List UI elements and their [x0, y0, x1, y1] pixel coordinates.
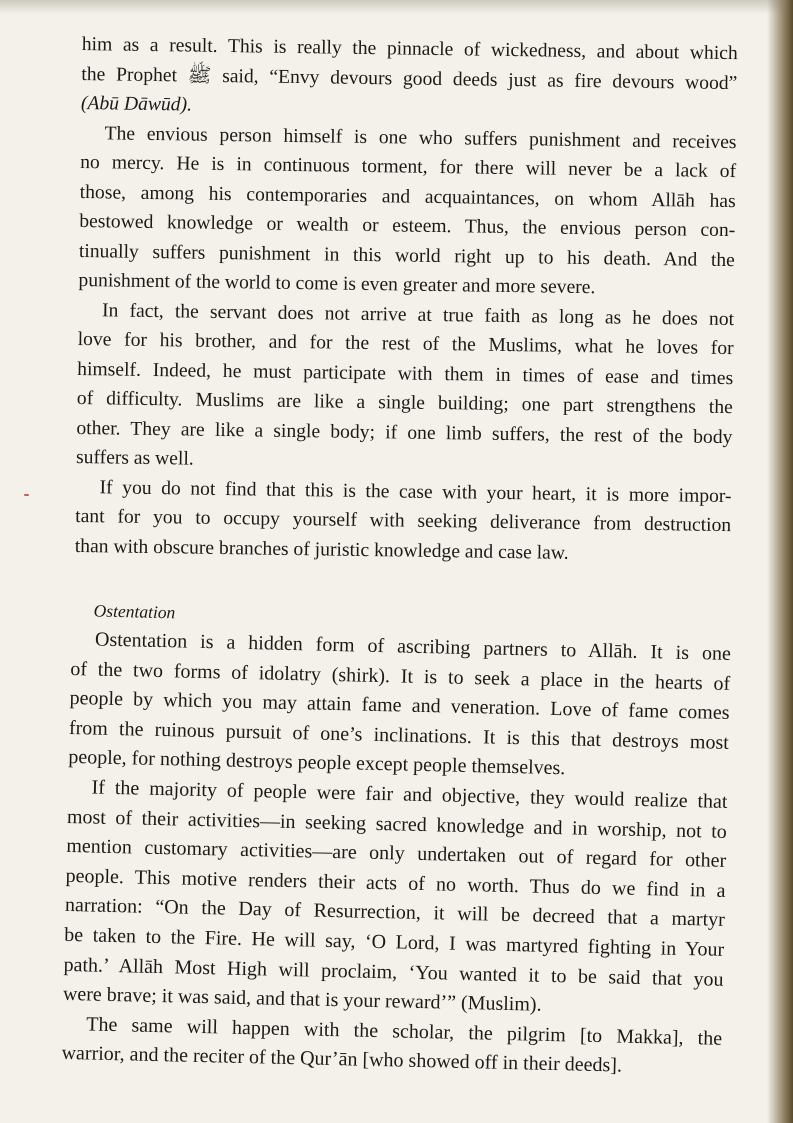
text-line: people by which you may attain fame and veneration. Love of fame comes [69, 687, 730, 725]
text-line: In fact, the servant does not arrive at true faith as long as he does not [101, 299, 735, 330]
text-line: himself. Indeed, he must participate with them in times of ease and times [77, 358, 734, 389]
text-line: people, for nothing destroys people except people themselves. [68, 746, 566, 780]
lower-text-block [61, 596, 732, 1084]
text-line: most of their activities—in seeking sacred knowledge and in worship, not to [66, 805, 728, 843]
book-binding-edge [767, 0, 793, 1123]
text-line: of the two forms of idolatry (shirk). It is to seek a place in the hearts of [70, 657, 731, 695]
section-heading: Ostentation [93, 600, 176, 623]
text-line: were brave; it was said, and that is your reward’” (Muslim). [62, 983, 542, 1016]
text-line: narration: “On the Day of Resurrection, it will be decreed that a martyr [64, 894, 726, 932]
text-line: than with obscure branches of juristic knowledge and case law. [74, 535, 569, 564]
text-line: The same will happen with the scholar, the pilgrim [to Makka], the [86, 1013, 723, 1050]
text-line: punishment of the world to come is even greater and more severe. [78, 269, 596, 299]
text-line: be taken to the Fire. He will say, ‘O Lord, I was martyred fighting in Your [64, 923, 725, 961]
margin-mark [24, 494, 29, 496]
text-line: the Prophet ﷺ said, “Envy devours good deeds just as fire devours wood” [81, 63, 738, 94]
text-line: mention customary activities—are only undertaken out of regard for other [66, 835, 727, 873]
text-line: of difficulty. Muslims are like a single building; one part strengthens the [76, 387, 733, 419]
text-line: people. This motive renders their acts of no worth. Thus do we find in a [65, 864, 726, 902]
text-line: path.’ Allāh Most High will proclaim, ‘You wanted it to be said that you [63, 953, 724, 991]
text-line: If the majority of people were fair and objective, they would realize that [91, 776, 728, 813]
text-line: Ostentation is a hidden form of ascribing partners to Allāh. It is one [94, 628, 732, 665]
text-line: love for his brother, and for the rest of the Muslims, what he loves for [77, 328, 734, 360]
text-line: him as a result. This is really the pinnacle of wickedness, and about which [81, 33, 738, 65]
citation: (Abū Dāwūd). [80, 92, 193, 116]
text-line: other. They are like a single body; if one limb suffers, the rest of the body [76, 417, 733, 448]
text-line: tant for you to occupy yourself with seeking deliverance from destruction [75, 505, 732, 537]
text-line: those, among his contemporaries and acquaintances, on whom Allāh has [79, 181, 736, 212]
page-top-shadow [0, 0, 793, 14]
text-line: If you do not find that this is the case with your heart, it is more impor- [99, 476, 732, 507]
text-line: no mercy. He is in continuous torment, for there will never be a lack of [80, 151, 737, 183]
upper-text-block [75, 30, 738, 570]
text-line: from the ruinous pursuit of one’s inclinations. It is this that destroys most [68, 716, 730, 754]
text-line: bestowed knowledge or wealth or esteem. Thus, the envious person con- [79, 210, 736, 242]
text-line: warrior, and the reciter of the Qur’ān [who showed off in their deeds]. [61, 1042, 623, 1077]
text-line: suffers as well. [75, 446, 194, 470]
text-line: The envious person himself is one who suffers punishment and receives [104, 122, 737, 153]
text-line: tinually suffers punishment in this world right up to his death. And the [78, 240, 735, 271]
